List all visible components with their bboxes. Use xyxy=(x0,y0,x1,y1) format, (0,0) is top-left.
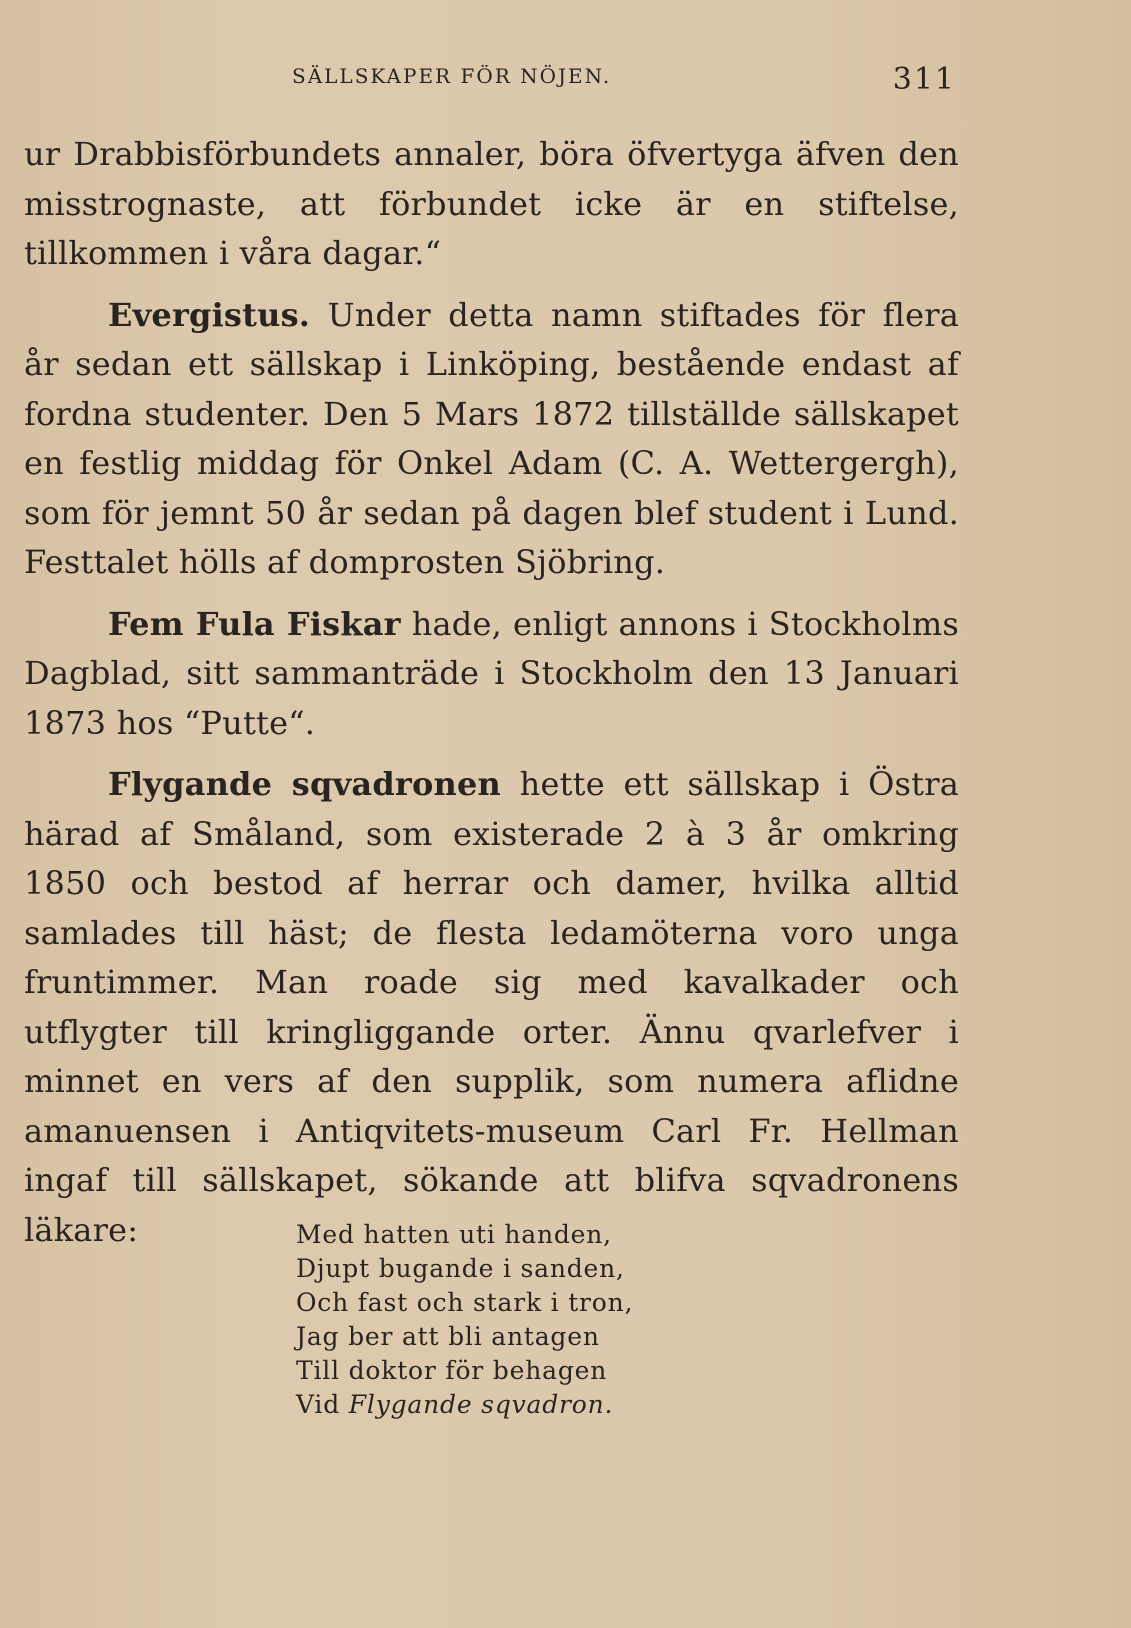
body-text xyxy=(24,130,959,1255)
verse-line: Djupt bugande i sanden, xyxy=(296,1254,625,1283)
running-head xyxy=(0,62,1131,102)
paragraph-text: hade, enligt annons i Stockholms Dagblad, sitt sammanträde i Stockholm den 13 Januari 1873 hos “Putte“. xyxy=(24,604,960,742)
running-title: SÄLLSKAPER FÖR NÖJEN. xyxy=(292,64,612,88)
verse-line: Med hatten uti handen, xyxy=(296,1220,612,1249)
paragraph-flygande-sqvadronen xyxy=(24,760,959,1255)
verse-line: Jag ber att bli antagen xyxy=(296,1322,600,1351)
verse-last-line-italic: Flygande sqvadron. xyxy=(348,1390,614,1419)
verse-line: Till doktor för behagen xyxy=(296,1356,608,1385)
verse-line: Och fast och stark i tron, xyxy=(296,1288,634,1317)
entry-heading: Flygande sqvadronen xyxy=(108,765,501,803)
entry-heading: Fem Fula Fiskar xyxy=(108,604,401,643)
paragraph-text: Under detta namn stiftades för flera år sedan ett sällskap i Linköping, bestående endast af fordna studenter. Den 5 Mars 1872 tillställde sällskapet en festlig middag för Onkel Adam (C. A. Wettergergh), som för jemnt 50 år sedan på dagen blef student i Lund. Festtalet hölls af domprosten Sjöbring. xyxy=(24,295,959,581)
paragraph-continuation xyxy=(24,130,959,279)
paragraph-text: hette ett sällskap i Östra härad af Småland, som existerade 2 à 3 år omkring 1850 och bestod af herrar och damer, hvilka alltid samlades till häst; de flesta ledamöterna voro unga fruntimmer. Man roade sig med kavalkader och utflygter till kringliggande orter. Ännu qvarlefver i minnet en vers af den supplik, som numera aflidne amanuensen i Antiqvitets-museum Carl Fr. Hellman ingaf till sällskapet, sökande att blifva sqvadronens läkare: xyxy=(24,765,959,1249)
verse-last-line xyxy=(296,1388,633,1422)
paragraph-fem-fula-fiskar xyxy=(24,600,959,749)
verse-block xyxy=(296,1218,633,1422)
page-number: 311 xyxy=(892,62,956,97)
verse-last-line-prefix: Vid xyxy=(296,1390,349,1419)
entry-heading: Evergistus. xyxy=(108,295,311,334)
paragraph-text: ur Drabbisförbundets annaler, böra öfvertyga äfven den misstrognaste, att förbundet icke är en stiftelse, tillkommen i våra dagar.“ xyxy=(24,135,959,272)
paragraph-evergistus xyxy=(24,291,959,588)
